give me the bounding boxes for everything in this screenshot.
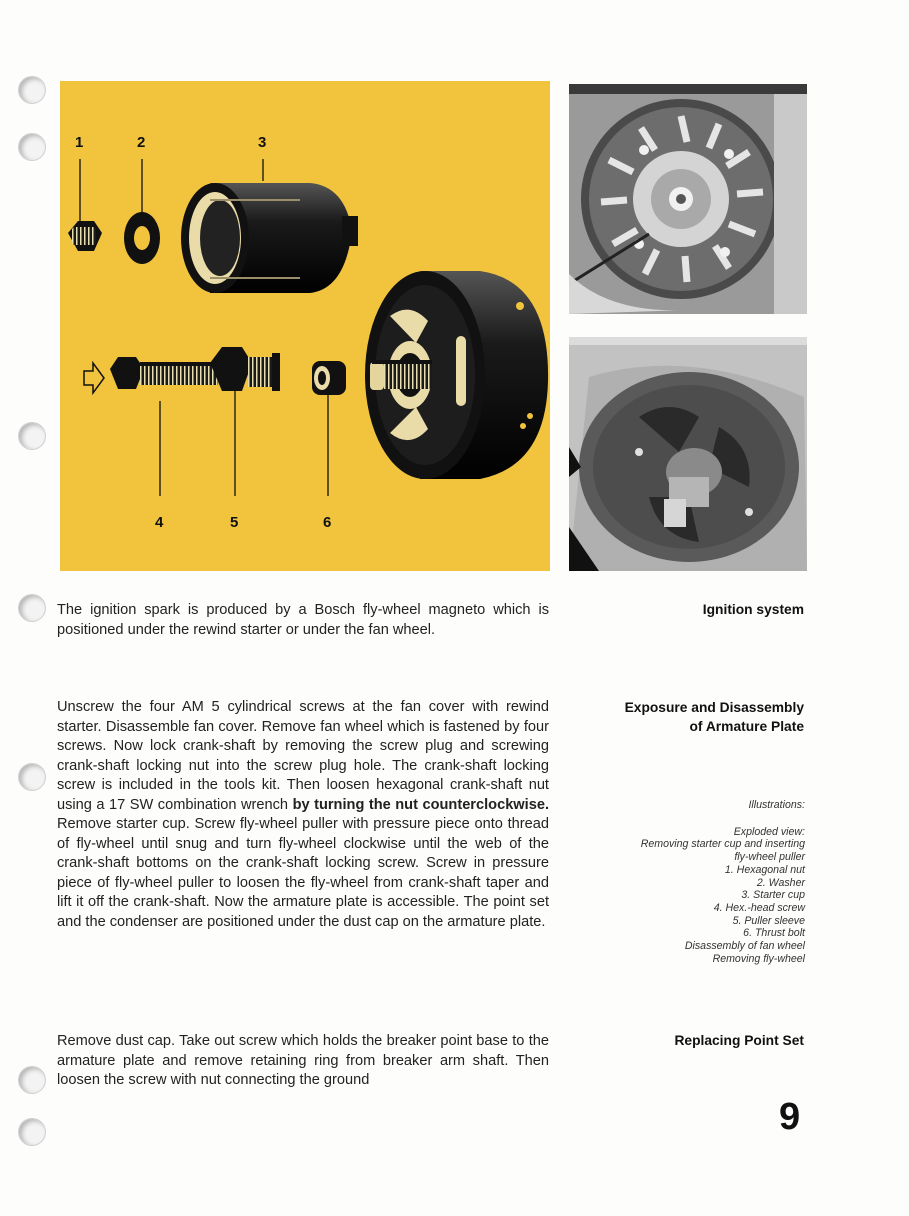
callout-4: 4 (155, 514, 164, 531)
callout-1: 1 (75, 134, 84, 151)
callout-3: 3 (258, 134, 267, 151)
binder-hole (18, 422, 46, 450)
fan-wheel-photo (569, 84, 807, 314)
starter-cup-part (181, 183, 358, 293)
caption-line: Removing starter cup and inserting (640, 838, 805, 851)
binder-hole (18, 1066, 46, 1094)
point-set-heading: Replacing Point Set (674, 1033, 804, 1048)
disassembly-text-before: Unscrew the four AM 5 cylindrical screws at the fan cover with rewind starter. Disassemble fan cover. Remove fan wheel which is fastened by four screws. Now lock crank-shaft by removing the screw plug and screwing crank-shaft locking nut into the screw plug hole. The crank-shaft locking screw is included in the tools kit. Then loosen hexagonal crank-shaft nut using a 17 SW combination wrench (57, 699, 549, 813)
binder-hole (18, 76, 46, 104)
caption-line: 4. Hex.-head screw (713, 901, 805, 914)
binder-hole (18, 1118, 46, 1146)
caption-line: 6. Thrust bolt (743, 927, 805, 940)
intro-paragraph: The ignition spark is produced by a Bosch fly-wheel magneto which is positioned under the rewind starter or under the fan wheel. (57, 602, 549, 638)
caption-line: 5. Puller sleeve (732, 914, 805, 927)
binder-hole (18, 594, 46, 622)
disassembly-text-after: Remove starter cup. Screw fly-wheel puller with pressure piece onto thread of fly-wheel until snug and turn fly-wheel clockwise until the web of the crank-shaft bottoms on the crank-shaft locking screw. Screw in pressure piece of fly-wheel puller to loosen the fly-wheel from crank-shaft taper and lift it off the crank-shaft. Now the armature plate is accessible. The point set and the condenser are positioned under the dust cap on the armature plate. (57, 816, 549, 930)
caption-line: Removing fly-wheel (712, 952, 805, 965)
caption-line: fly-wheel puller (734, 851, 805, 864)
point-set-paragraph: Remove dust cap. Take out screw which holds the breaker point base to the armature plate and remove retaining ring from breaker arm shaft. Then loosen the screw with nut connecting the ground (57, 1033, 549, 1088)
caption-line: Disassembly of fan wheel (684, 940, 805, 953)
washer-part (124, 212, 160, 264)
fly-wheel-photo (569, 337, 807, 571)
ignition-system-heading: Ignition system (702, 602, 804, 617)
disassembly-heading-line2: of Armature Plate (689, 719, 804, 734)
disassembly-text-bold: by turning the nut counterclockwise. (292, 796, 550, 813)
disassembly-heading (544, 698, 804, 736)
callout-2: 2 (137, 134, 146, 151)
illustrations-captions (505, 799, 805, 965)
caption-line: 2. Washer (756, 876, 805, 889)
illustrations-title: Illustrations: (748, 799, 805, 811)
caption-line: Exploded view: (733, 825, 805, 838)
callout-6: 6 (323, 514, 332, 531)
disassembly-paragraph (57, 698, 549, 932)
exploded-view-figure (60, 81, 550, 571)
crank-shaft-part (370, 360, 432, 390)
binder-hole (18, 763, 46, 791)
caption-line: 3. Starter cup (741, 889, 805, 902)
thrust-bolt-part (312, 361, 346, 395)
callout-5: 5 (230, 514, 239, 531)
page-number: 9 (779, 1096, 801, 1138)
disassembly-heading-line1: Exposure and Disassembly (624, 700, 804, 715)
caption-line: 1. Hexagonal nut (724, 863, 805, 876)
binder-hole (18, 133, 46, 161)
